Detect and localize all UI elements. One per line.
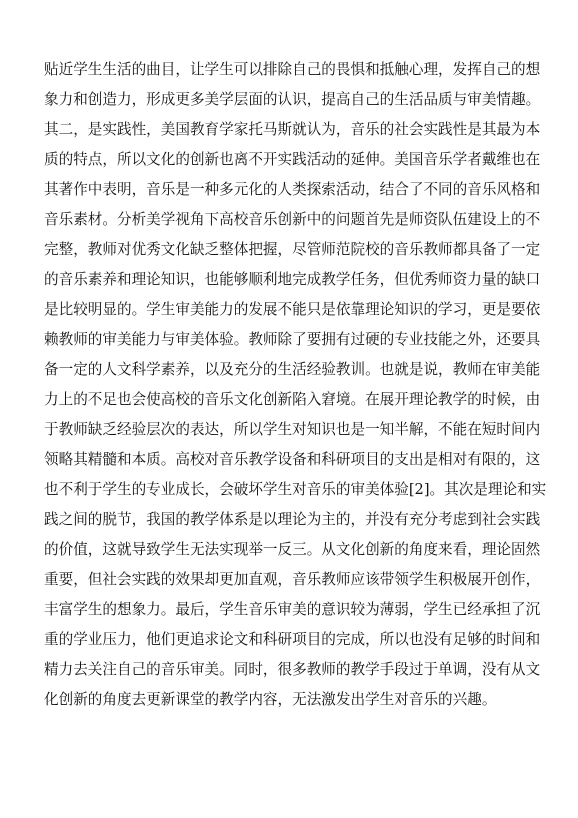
text-line-7: 完整，教师对优秀文化缺乏整体把握，尽管师范院校的音乐教师都具备了一定 [44, 241, 541, 258]
text-line-11: 备一定的人文科学素养，以及充分的生活经验教训。也就是说，教师在审美能 [44, 361, 541, 378]
text-line-3: 其二，是实践性，美国教育学家托马斯就认为，音乐的社会实践性是其最为本 [44, 121, 541, 138]
text-line-6: 音乐素材。分析美学视角下高校音乐创新中的问题首先是师资队伍建设上的不 [44, 211, 541, 228]
text-line-14: 领略其精髓和本质。高校对音乐教学设备和科研项目的支出是相对有限的，这 [44, 451, 541, 468]
text-line-5: 其著作中表明，音乐是一种多元化的人类探索活动，结合了不同的音乐风格和 [44, 181, 541, 198]
text-line-22: 化创新的角度去更新课堂的教学内容，无法激发出学生对音乐的兴趣。 [44, 691, 497, 708]
text-line-19: 丰富学生的想象力。最后，学生音乐审美的意识较为薄弱，学生已经承担了沉 [44, 601, 541, 618]
text-line-2: 象力和创造力，形成更多美学层面的认识，提高自己的生活品质与审美情趣。 [44, 91, 541, 108]
text-line-1: 贴近学生生活的曲目，让学生可以排除自己的畏惧和抵触心理，发挥自己的想 [44, 61, 541, 78]
text-line-12: 力上的不足也会使高校的音乐文化创新陷入窘境。在展开理论教学的时候，由 [44, 391, 541, 408]
text-line-9: 是比较明显的。学生审美能力的发展不能只是依靠理论知识的学习，更是要依 [44, 301, 541, 318]
text-line-16: 践之间的脱节，我国的教学体系是以理论为主的，并没有充分考虑到社会实践 [44, 511, 541, 528]
text-line-20: 重的学业压力，他们更追求论文和科研项目的完成，所以也没有足够的时间和 [44, 631, 541, 648]
text-line-4: 质的特点，所以文化的创新也离不开实践活动的延伸。美国音乐学者戴维也在 [44, 151, 541, 168]
text-line-8: 的音乐素养和理论知识，也能够顺利地完成教学任务，但优秀师资力量的缺口 [44, 271, 541, 288]
text-line-18: 重要，但社会实践的效果却更加直观，音乐教师应该带领学生积极展开创作， [44, 571, 541, 588]
text-line-13: 于教师缺乏经验层次的表达，所以学生对知识也是一知半解，不能在短时间内 [44, 421, 541, 438]
text-line-21: 精力去关注自己的音乐审美。同时，很多教师的教学手段过于单调，没有从文 [44, 661, 541, 678]
text-line-10: 赖教师的审美能力与审美体验。教师除了要拥有过硬的专业技能之外，还要具 [44, 331, 541, 348]
text-line-17: 的价值，这就导致学生无法实现举一反三。从文化创新的角度来看，理论固然 [44, 541, 541, 558]
text-line-15: 也不利于学生的专业成长，会破坏学生对音乐的审美体验[2]。其次是理论和实 [44, 481, 547, 498]
